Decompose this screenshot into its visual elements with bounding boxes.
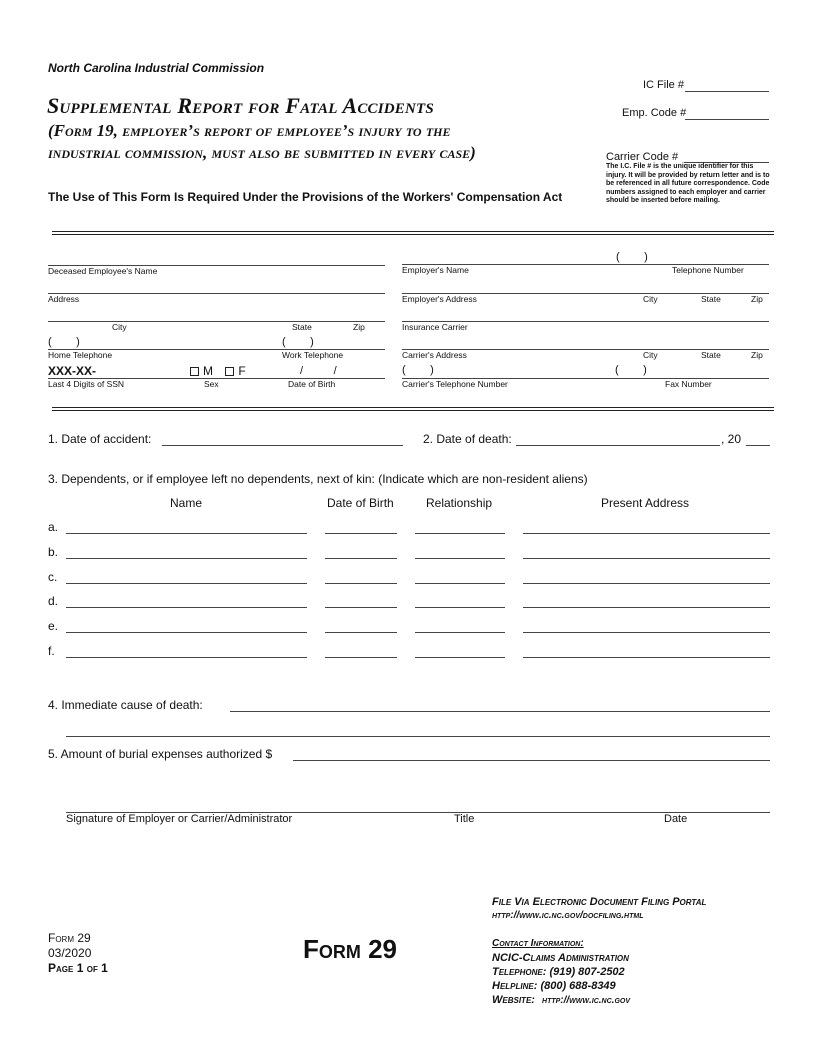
dep-address-field[interactable] — [523, 583, 770, 584]
page-prefix: Page — [48, 961, 74, 975]
dep-dob-field[interactable] — [325, 583, 397, 584]
carrier-phone-area: ( ) — [402, 364, 434, 376]
form-title-line3: industrial commission, must also be submitted in every case) — [48, 143, 476, 162]
fax-label: Fax Number — [665, 379, 712, 389]
employer-name-label: Employer's Name — [402, 265, 469, 275]
dep-name-field[interactable] — [66, 607, 307, 608]
employee-city-label: City — [112, 322, 127, 332]
dep-relationship-field[interactable] — [415, 533, 505, 534]
ic-file-field[interactable] — [685, 91, 769, 92]
row-letter: f. — [48, 644, 55, 658]
dep-dob-field[interactable] — [325, 632, 397, 633]
dep-name-field[interactable] — [66, 533, 307, 534]
file-via-text: File Via Electronic Document Filing Portal — [492, 896, 707, 908]
page-number — [48, 961, 108, 975]
dep-header-relationship: Relationship — [426, 496, 493, 510]
home-phone-label: Home Telephone — [48, 350, 113, 360]
dep-name-field[interactable] — [66, 657, 307, 658]
dep-address-field[interactable] — [523, 558, 770, 559]
dob-label: Date of Birth — [288, 379, 336, 389]
dep-name-field[interactable] — [66, 632, 307, 633]
footer-revision-date: 03/2020 — [48, 946, 92, 960]
date-of-death-field[interactable] — [516, 445, 720, 446]
row-letter: b. — [48, 545, 59, 559]
sex-f-label: F — [238, 364, 246, 378]
q1-label: 1. Date of accident: — [48, 432, 152, 446]
work-phone-area: ( ) — [282, 336, 314, 348]
carrier-code-label: Carrier Code # — [606, 151, 679, 163]
dep-header-dob: Date of Birth — [327, 496, 394, 510]
table-row — [0, 545, 816, 567]
dep-address-field[interactable] — [523, 607, 770, 608]
employer-address-label: Employer's Address — [402, 294, 477, 304]
carrier-phone-label: Carrier's Telephone Number — [402, 379, 508, 389]
emp-code-field[interactable] — [685, 119, 769, 120]
dep-header-name: Name — [170, 496, 203, 510]
ssn-value: XXX-XX- — [48, 364, 97, 378]
employer-phone-label: Telephone Number — [672, 265, 744, 275]
employee-address-field[interactable] — [48, 321, 385, 322]
employer-state-label: State — [701, 294, 721, 304]
row-letter: e. — [48, 619, 59, 633]
dep-dob-field[interactable] — [325, 607, 397, 608]
dep-address-field[interactable] — [523, 533, 770, 534]
sex-m-checkbox[interactable] — [190, 367, 199, 376]
carrier-zip-label: Zip — [751, 350, 763, 360]
table-row — [0, 520, 816, 542]
dep-relationship-field[interactable] — [415, 583, 505, 584]
employee-address-label: Address — [48, 294, 80, 304]
title-label: Title — [454, 813, 475, 825]
row-letter: a. — [48, 520, 59, 534]
emp-code-label: Emp. Code # — [622, 107, 687, 119]
table-row — [0, 570, 816, 592]
sex-m-label: M — [203, 364, 213, 378]
q2-label: 2. Date of death: — [423, 432, 512, 446]
q4-label: 4. Immediate cause of death: — [48, 698, 203, 712]
sex-label: Sex — [204, 379, 219, 389]
page-total: 1 — [101, 961, 108, 975]
table-row — [0, 594, 816, 616]
contact-heading: Contact Information: — [492, 938, 584, 949]
sex-f-checkbox[interactable] — [225, 367, 234, 376]
employer-city-label: City — [643, 294, 658, 304]
website-link[interactable]: http://www.ic.nc.gov — [542, 995, 631, 1006]
employee-address-line-top — [48, 293, 385, 294]
employee-name-label: Deceased Employee's Name — [48, 266, 158, 276]
sex-options — [190, 364, 246, 378]
table-row — [0, 619, 816, 641]
carrier-state-label: State — [701, 350, 721, 360]
home-phone-area: ( ) — [48, 336, 80, 348]
contact-telephone: Telephone: (919) 807-2502 — [492, 966, 625, 978]
ic-file-label: IC File # — [643, 79, 684, 91]
form-subtitle: The Use of This Form Is Required Under the Provisions of the Workers' Compensation Act — [48, 190, 563, 204]
dep-relationship-field[interactable] — [415, 558, 505, 559]
dep-relationship-field[interactable] — [415, 632, 505, 633]
carrier-code-note: The I.C. File # is the unique identifier for this injury. It will be provided by return letter and is to be referenced in all future correspondence. Code numbers assigned to each employer and carrier should be inserted before mailing. — [606, 163, 770, 204]
page-current: 1 — [76, 961, 84, 975]
dep-address-field[interactable] — [523, 657, 770, 658]
employee-state-label: State — [292, 322, 312, 332]
form-number-large: Form 29 — [303, 934, 398, 964]
date-of-accident-field[interactable] — [162, 445, 403, 446]
contact-helpline: Helpline: (800) 688-8349 — [492, 980, 616, 992]
page-of: of — [86, 961, 98, 975]
table-row — [0, 644, 816, 666]
dob-slashes: / / — [300, 365, 337, 377]
dep-address-field[interactable] — [523, 632, 770, 633]
dep-name-field[interactable] — [66, 583, 307, 584]
contact-department: NCIC-Claims Administration — [492, 952, 629, 964]
dep-name-field[interactable] — [66, 558, 307, 559]
burial-expenses-field[interactable] — [293, 760, 770, 761]
cause-of-death-field-2[interactable] — [66, 736, 770, 737]
employer-phone-area: ( ) — [616, 251, 648, 263]
dep-dob-field[interactable] — [325, 657, 397, 658]
contact-website — [492, 994, 630, 1006]
death-year-field[interactable] — [746, 445, 770, 446]
date-label: Date — [664, 813, 688, 825]
q5-label: 5. Amount of burial expenses authorized $ — [48, 747, 273, 761]
row-letter: d. — [48, 594, 59, 608]
work-phone-label: Work Telephone — [282, 350, 344, 360]
section-divider — [52, 407, 774, 411]
signature-label: Signature of Employer or Carrier/Administrator — [66, 813, 293, 825]
header-divider — [52, 231, 774, 235]
employee-zip-label: Zip — [353, 322, 365, 332]
employer-zip-label: Zip — [751, 294, 763, 304]
dep-dob-field[interactable] — [325, 558, 397, 559]
cause-of-death-field[interactable] — [230, 711, 770, 712]
dep-dob-field[interactable] — [325, 533, 397, 534]
ssn-label: Last 4 Digits of SSN — [48, 379, 125, 389]
form-title: Supplemental Report for Fatal Accidents — [47, 93, 434, 118]
q3-label: 3. Dependents, or if employee left no dependents, next of kin: (Indicate which are non-resident aliens) — [48, 472, 588, 486]
dep-header-address: Present Address — [601, 496, 690, 510]
carrier-address-label: Carrier's Address — [402, 350, 467, 360]
dep-relationship-field[interactable] — [415, 657, 505, 658]
carrier-city-label: City — [643, 350, 658, 360]
q2-year-label: , 20 — [721, 432, 742, 446]
row-letter: c. — [48, 570, 58, 584]
file-portal-link[interactable]: http://www.ic.nc.gov/docfiling.html — [492, 910, 644, 921]
carrier-fax-area: ( ) — [615, 364, 647, 376]
footer-form-number: Form 29 — [48, 931, 91, 945]
form-title-line2: (Form 19, employer’s report of employee’s injury to the — [48, 121, 451, 140]
website-label: Website: — [492, 994, 535, 1006]
dep-relationship-field[interactable] — [415, 607, 505, 608]
insurance-carrier-label: Insurance Carrier — [402, 322, 468, 332]
agency-name: North Carolina Industrial Commission — [48, 61, 265, 75]
